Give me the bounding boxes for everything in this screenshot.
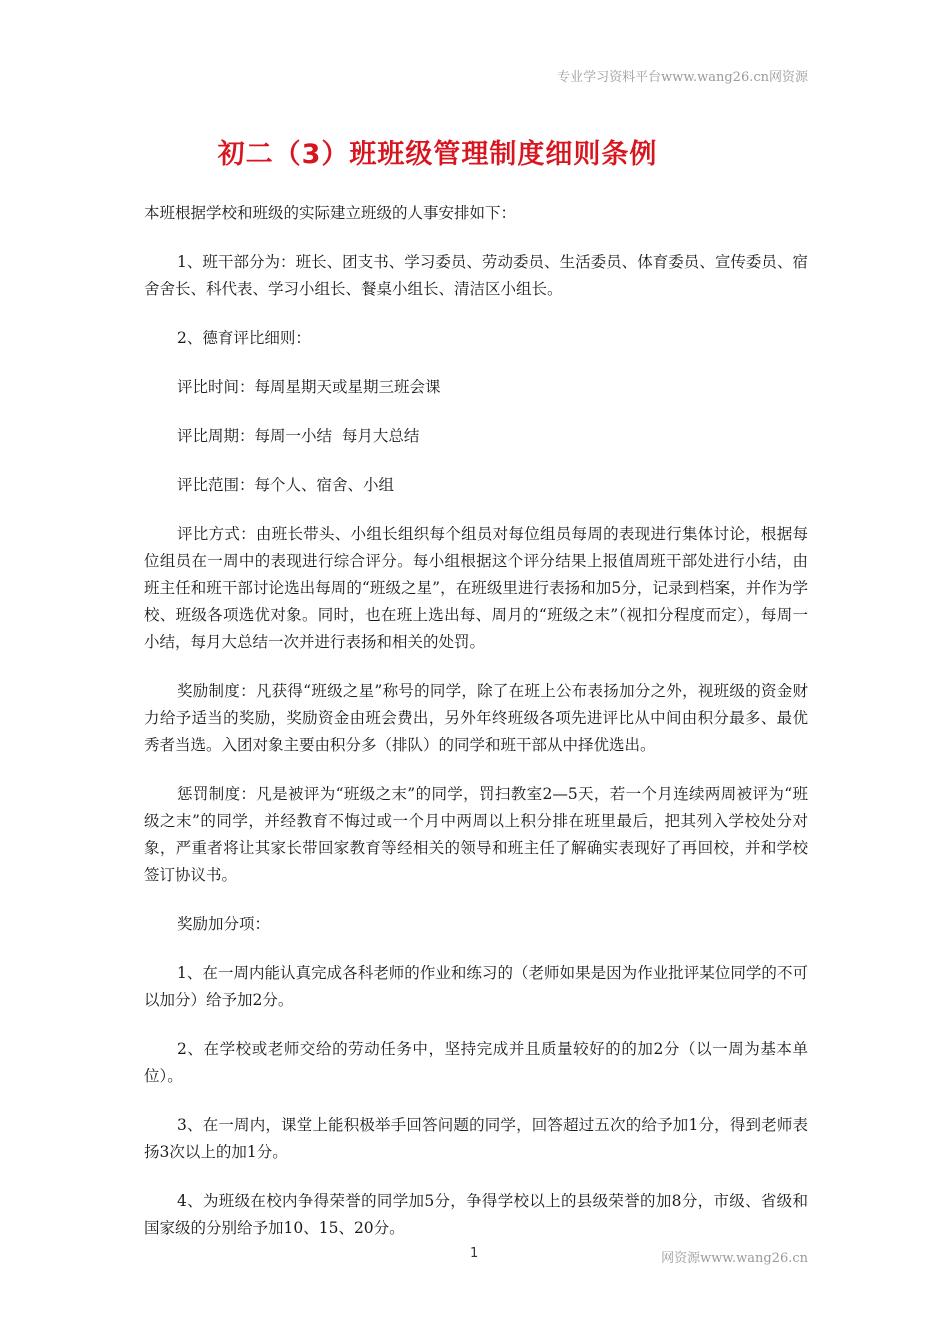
paragraph-bonus-item-4: 4、为班级在校内争得荣誉的同学加5分，争得学校以上的县级荣誉的加8分，市级、省级和国家级的分别给予加10、15、20分。 [144, 1192, 808, 1237]
paragraph-punishment-system: 惩罚制度：凡是被评为“班级之末”的同学，罚扫教室2—5天，若一个月连续两周被评为“班级之末”的同学，并经教育不悔过或一个月中两周以上积分排在班里最后，把其列入学校处分对象，严重者将让其家长带回家教育等经相关的领导和班主任了解确实表现好了再回校，并和学校签订协议书。 [144, 785, 808, 884]
paragraph-class-cadres: 1、班干部分为：班长、团支书、学习委员、劳动委员、生活委员、体育委员、宣传委员、宿舍舍长、科代表、学习小组长、餐桌小组长、清洁区小组长。 [144, 253, 808, 298]
paragraph-bonus-item-2: 2、在学校或老师交给的劳动任务中，坚持完成并且质量较好的的加2分（以一周为基本单位）。 [144, 1040, 808, 1085]
document-body [144, 200, 808, 1264]
header-site-note: 专业学习资料平台www.wang26.cn网资源 [557, 70, 808, 85]
paragraph-evaluation-period: 评比周期：每周一小结 每月大总结 [177, 427, 420, 445]
paragraph-evaluation-method: 评比方式：由班长带头、小组长组织每个组员对每位组员每周的表现进行集体讨论，根据每位组员在一周中的表现进行综合评分。每小组根据这个评分结果上报值周班干部处进行小结，由班主任和班干部讨论选出每周的“班级之星”，在班级里进行表扬和加5分，记录到档案，并作为学校、班级各项选优对象。同时，也在班上选出每、周月的“班级之末”（视扣分程度而定），每周一小结，每月大总结一次并进行表扬和相关的处罚。 [144, 525, 808, 651]
paragraph-bonus-heading: 奖励加分项： [177, 915, 271, 933]
paragraph-moral-rules-heading: 2、德育评比细则： [177, 329, 311, 347]
paragraph-bonus-item-3: 3、在一周内，课堂上能积极举手回答问题的同学，回答超过五次的给予加1分，得到老师表扬3次以上的加1分。 [144, 1116, 808, 1161]
footer-site-note: 网资源www.wang26.cn [661, 1251, 808, 1266]
paragraph-bonus-item-1: 1、在一周内能认真完成各科老师的作业和练习的（老师如果是因为作业批评某位同学的不可以加分）给予加2分。 [144, 964, 808, 1009]
paragraph-evaluation-time: 评比时间：每周星期天或星期三班会课 [177, 378, 441, 396]
paragraph-reward-system: 奖励制度：凡获得“班级之星”称号的同学，除了在班上公布表扬加分之外，视班级的资金财力给予适当的奖励，奖励资金由班会费出，另外年终班级各项先进评比从中间由积分最多、最优秀者当选。入团对象主要由积分多（排队）的同学和班干部从中择优选出。 [144, 682, 808, 754]
paragraph-evaluation-scope: 评比范围：每个人、宿舍、小组 [177, 476, 395, 494]
page-number: 1 [470, 1246, 479, 1261]
document-title: 初二（3）班班级管理制度细则条例 [217, 139, 658, 170]
paragraph-intro: 本班根据学校和班级的实际建立班级的人事安排如下： [144, 204, 517, 222]
